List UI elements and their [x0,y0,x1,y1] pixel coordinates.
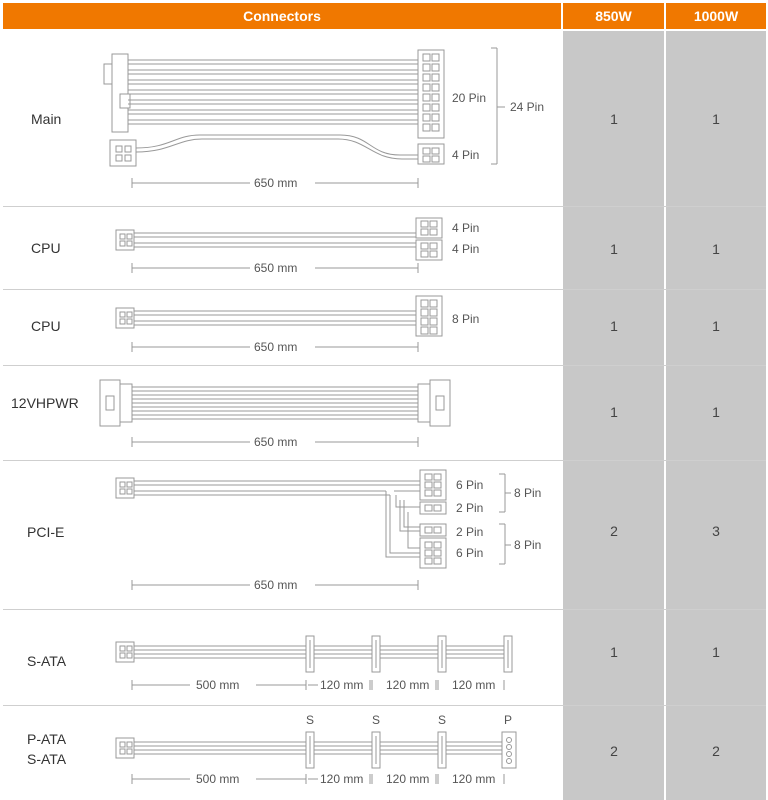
row-label-pcie: PCI-E [27,524,65,540]
sata-length-120: 120 mm [386,678,430,692]
pata-length-120: 120 mm [386,772,430,786]
pata-plug-s: S [306,713,315,727]
value-1000w: 3 [712,523,720,539]
header-connectors: Connectors [3,3,561,29]
value-1000w: 1 [712,644,720,660]
main-cable-drawing [104,48,505,188]
main-length-label: 650 mm [254,176,298,190]
row-label-sata-2: S-ATA [27,751,67,767]
pata-length-120: 120 mm [320,772,364,786]
value-850w: 1 [610,404,618,420]
pcie-cable-drawing [116,470,511,590]
pata-plug-s: S [372,713,381,727]
pcie-2pin-label: 2 Pin [456,525,484,539]
main-20pin-label: 20 Pin [452,91,487,105]
main-4pin-label: 4 Pin [452,148,480,162]
pcie-length-label: 650 mm [254,578,298,592]
header-850w: 850W [563,3,664,29]
value-1000w: 2 [712,743,720,759]
row-label-12vhpwr: 12VHPWR [11,395,79,411]
header-1000w: 1000W [666,3,766,29]
value-850w: 2 [610,523,618,539]
pcie-6pin-label: 6 Pin [456,478,484,492]
row-label-cpu: CPU [31,318,61,334]
cpu-length-label: 650 mm [254,261,298,275]
value-850w: 1 [610,111,618,127]
cpu-8pin-label: 8 Pin [452,312,480,326]
pata-length-500: 500 mm [196,772,240,786]
sata-length-120: 120 mm [452,678,496,692]
value-850w: 1 [610,241,618,257]
row-label-cpu: CPU [31,240,61,256]
cpu-4pin-label: 4 Pin [452,242,480,256]
pata-length-120: 120 mm [452,772,496,786]
pcie-8pin-group-label: 8 Pin [514,486,542,500]
pcie-6pin-label: 6 Pin [456,546,484,560]
value-1000w: 1 [712,241,720,257]
pata-plug-p: P [504,713,513,727]
value-850w: 1 [610,644,618,660]
cpu-4pin-label: 4 Pin [452,221,480,235]
value-850w: 1 [610,318,618,334]
row-label-sata: S-ATA [27,653,67,669]
pcie-8pin-group-label: 8 Pin [514,538,542,552]
sata-length-500: 500 mm [196,678,240,692]
pata-plug-s: S [438,713,447,727]
12vhpwr-length-label: 650 mm [254,435,298,449]
value-1000w: 1 [712,111,720,127]
row-label-pata: P-ATA [27,731,67,747]
cpu-length-label: 650 mm [254,340,298,354]
main-24pin-label: 24 Pin [510,100,545,114]
value-1000w: 1 [712,318,720,334]
pcie-2pin-label: 2 Pin [456,501,484,515]
row-label-main: Main [31,111,62,127]
value-1000w: 1 [712,404,720,420]
value-850w: 2 [610,743,618,759]
sata-length-120: 120 mm [320,678,364,692]
